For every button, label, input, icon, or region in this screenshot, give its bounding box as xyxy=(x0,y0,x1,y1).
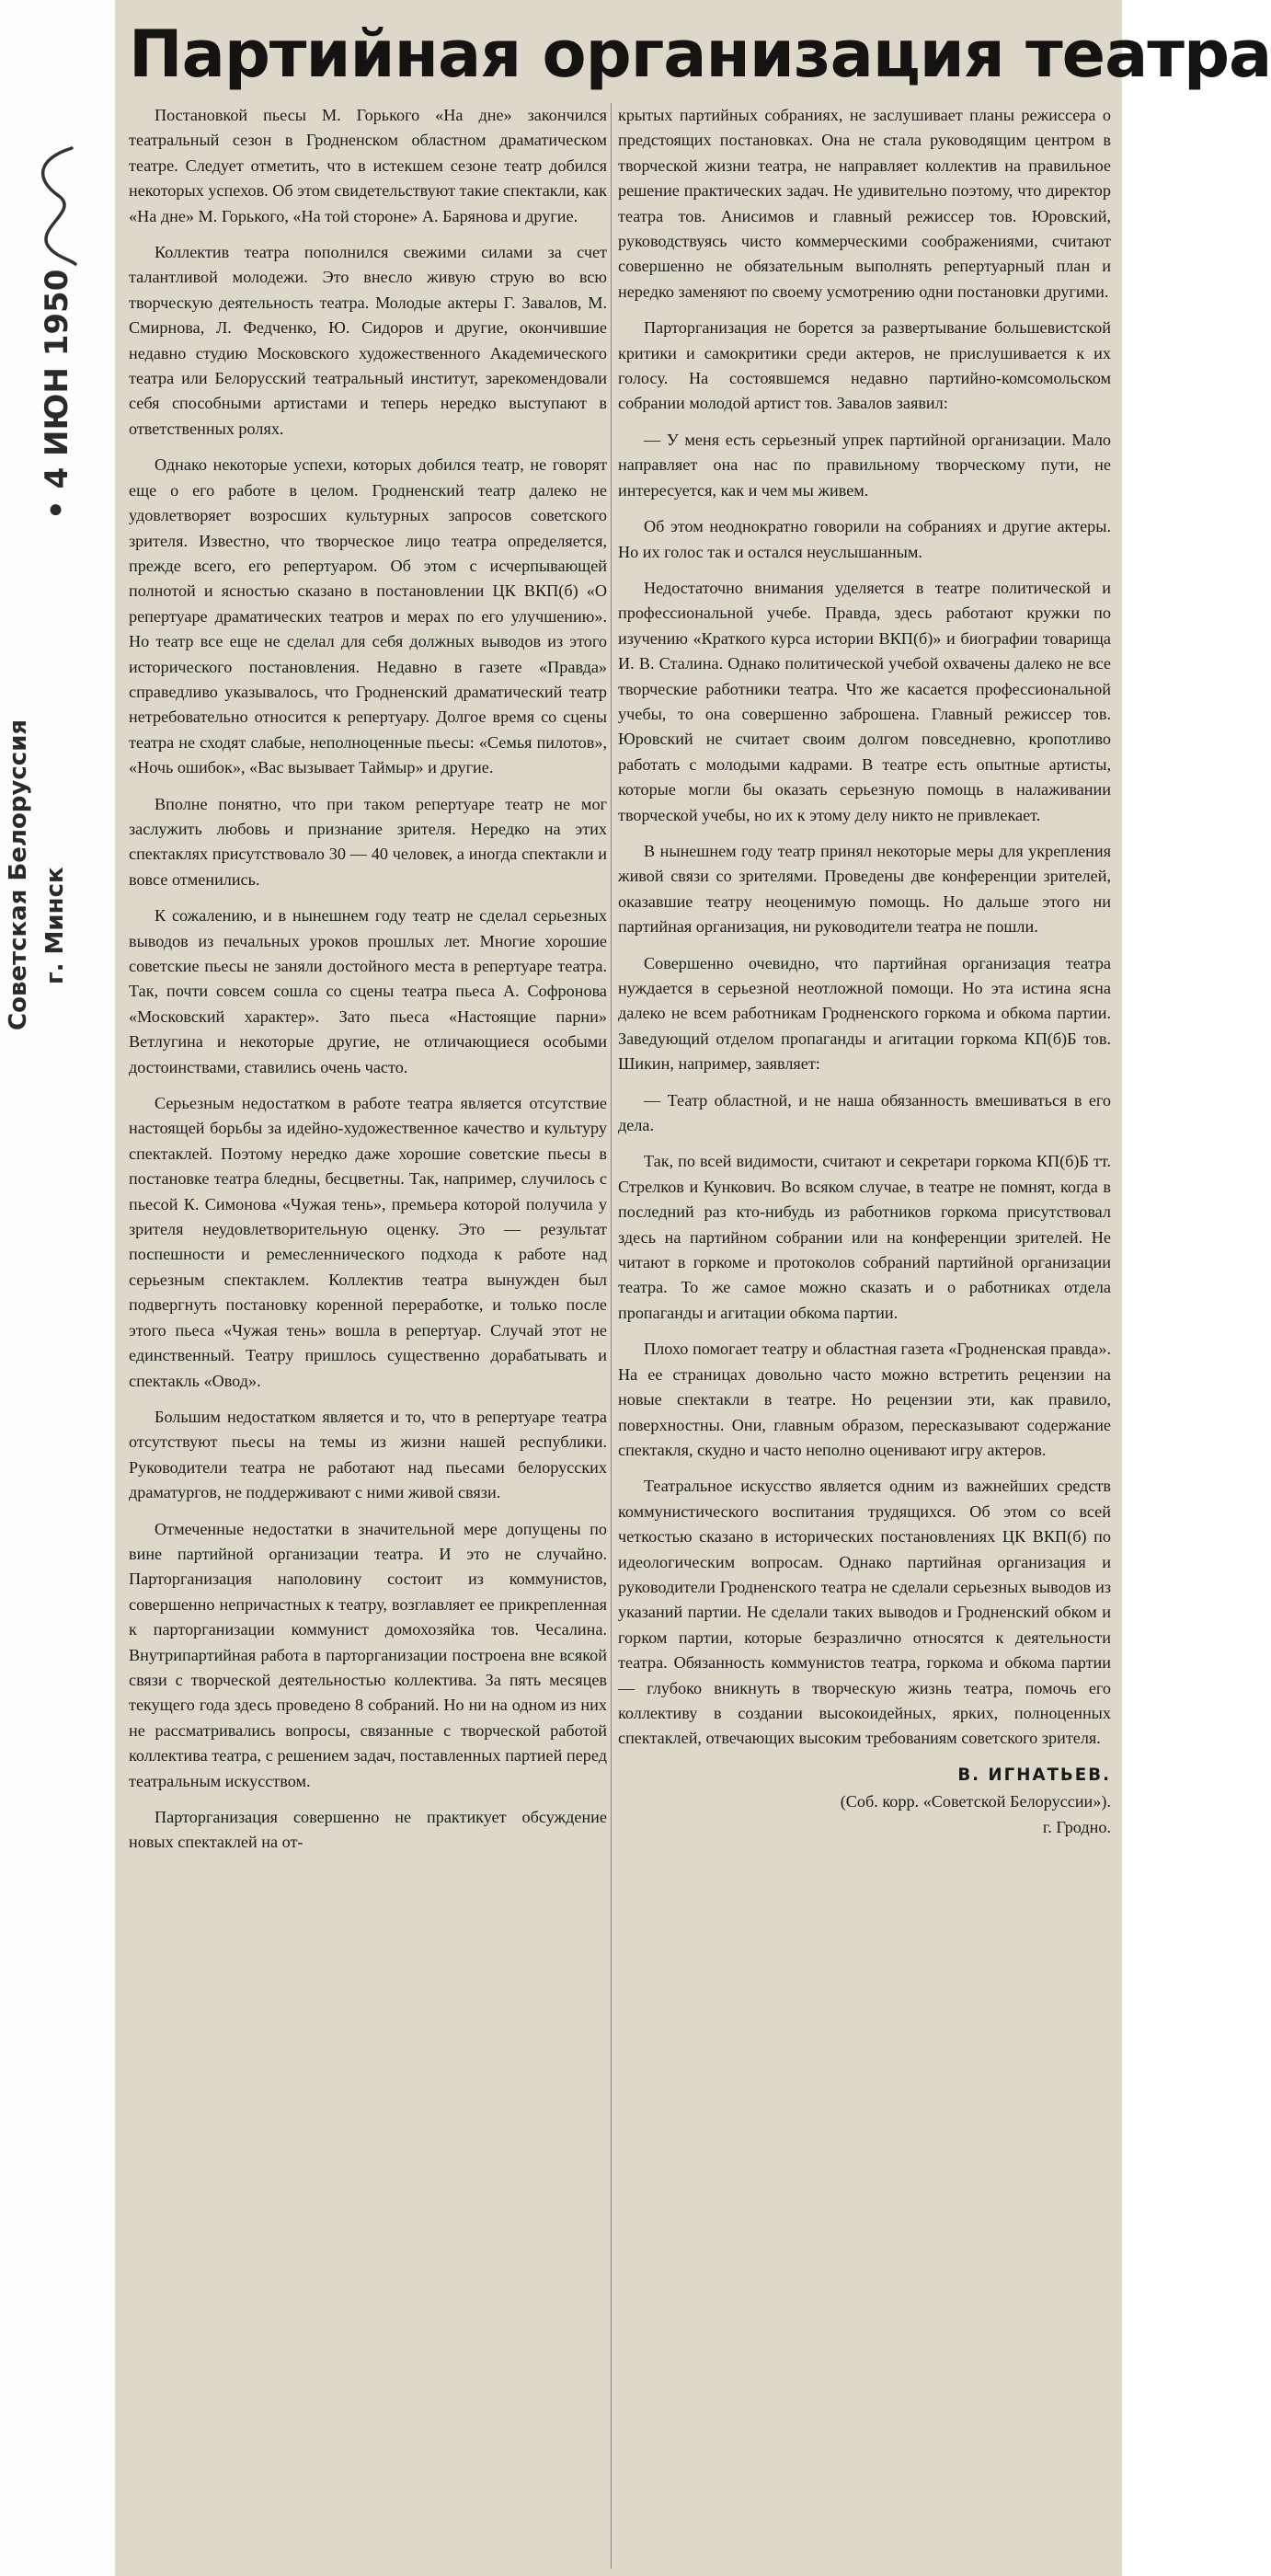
article-quote: — У меня есть серьезный упрек партийной организации. Мало направляет она нас по правильному творческому пути, не интересуется, как и чем мы живем. xyxy=(618,430,1111,500)
dateline-place: г. Гродно. xyxy=(1042,1817,1111,1836)
article-paragraph: Театральное искусство является одним из важнейших средств коммунистического воспитания трудящихся. Об этом со всей четкостью сказано в исторических постановлениях ЦК ВКП(б) по идеологическим вопросам. Однако партийная организация и руководители Гродненского театра не сделали серьезных выводов из указаний партии. Не сделали таких выводов и Гродненский обком и горком партии, которые безразлично относятся к деятельности театра. Обязанность коммунистов театра, горкома и обкома партии — глубоко вникнуть в творческую жизнь театра, помочь его коллективу в создании высокоидейных, ярких, полноценных спектаклей, отвечающих высоким требованиям советского зрителя. xyxy=(618,1477,1111,1748)
article-paragraph: Парторганизация совершенно не практикует обсуждение новых спектаклей на от- xyxy=(129,1808,607,1852)
article-paragraph: К сожалению, и в нынешнем году театр не сделал серьезных выводов из печальных уроков прошлых лет. Многие хорошие советские пьесы не заняли достойного места в репертуаре театра. Так, почти совсем сошла со сцены театра пьеса А. Софронова «Московский характер». Зато пьеса «Настоящие парни» Ветлугина и некоторые другие, не отличающиеся особыми достоинствами, ставились очень часто. xyxy=(129,906,607,1076)
article-paragraph: Коллектив театра пополнился свежими силами за счет талантливой молодежи. Это внесло живую струю во всю творческую деятельность театра. Молодые актеры Г. Завалов, М. Смирнова, Л. Федченко, Ю. Сидоров и другие, окончившие недавно студию Московского художественного Академического театра или Белорусский театральный институт, зарекомендовали себя способными артистами и теперь нередко выступают в ответственных ролях. xyxy=(129,243,607,438)
article-left-column xyxy=(129,103,607,1867)
article-paragraph: Об этом неоднократно говорили на собраниях и другие актеры. Но их голос так и остался неуслышанным. xyxy=(618,517,1111,561)
author-credit: (Соб. корр. «Советской Белоруссии»). xyxy=(840,1792,1111,1811)
article-title: Партийная организация театра xyxy=(129,17,1271,92)
archive-stamp xyxy=(0,0,115,1095)
article-quote: — Театр областной, и не наша обязанность вмешиваться в его дела. xyxy=(618,1090,1111,1135)
stamp-date: • 4 ИЮН 1950 xyxy=(39,269,75,520)
column-divider xyxy=(611,103,612,2569)
article-right-column xyxy=(618,103,1111,1851)
article-paragraph: крытых партийных собраниях, не заслушивает планы режиссера о предстоящих постановках. Она не стала руководящим центром в творческой жизни театра, не направляет коллектив на правильное решение практических задач. Не удивительно поэтому, что директор театра тов. Анисимов и главный режиссер тов. Юровский, руководствуясь чисто коммерческими соображениями, считают совершенно не обязательным выполнять репертуарный план и нередко заменяют по своему усмотрению одни постановки другими. xyxy=(618,106,1111,301)
article-paragraph: Отмеченные недостатки в значительной мере допущены по вине партийной организации театра. И это не случайно. Парторганизация наполовину состоит из коммунистов, совершенно непричастных к театру, возглавляет ее прикрепленная к парторганизации коммунист домохозяйка тов. Чесалина. Внутрипартийная работа в парторганизации построена вне всякой связи с творческой деятельностью коллектива. За пять месяцев текущего года здесь проведено 8 собраний. Но ни на одном из них не рассматривались вопросы, связанные с творческой работой коллектива театра, с решением задач, поставленных партией перед театральным искусством. xyxy=(129,1519,607,1790)
article-paragraph: Плохо помогает театру и областная газета «Гродненская правда». На ее страницах довольно часто можно встретить рецензии на новые спектакли в театре. Но рецензии эти, как правило, поверхностны. Они, главным образом, пересказывают содержание спектакля, скудно и часто неполно оценивают игру актеров. xyxy=(618,1340,1111,1459)
author-signature: В. ИГНАТЬЕВ. xyxy=(957,1765,1111,1785)
article-paragraph: Серьезным недостатком в работе театра является отсутствие настоящей борьбы за идейно-художественное качество и культуру спектаклей. Поэтому нередко даже хорошие советские пьесы в постановке театра бледны, бесцветны. Так, например, случилось с пьесой К. Симонова «Чужая тень», премьера которой получила у зрителя неудовлетворительную оценку. Это — результат поспешности и ремесленнического подхода к работе над серьезным спектаклем. Коллектив театра вынужден был подвергнуть постановку коренной переработке, и только после этого пьеса «Чужая тень» вошла в репертуар. Случай этот не единственный. Театру пришлось существенно дорабатывать и спектакль «Овод». xyxy=(129,1094,607,1390)
article-paragraph: Парторганизация не борется за развертывание большевистской критики и самокритики среди актеров, не прислушивается к их голосу. На состоявшемся недавно партийно-комсомольском собрании молодой артист тов. Завалов заявил: xyxy=(618,318,1111,413)
article-paragraph: Недостаточно внимания уделяется в театре политической и профессиональной учебе. Правда, здесь работают кружки по изучению «Краткого курса истории ВКП(б)» и биографии товарища И. В. Сталина. Однако политической учебой охвачены далеко не все творческие работники театра. Что же касается профессиональной учебы, то она совершенно заброшена. Главный режиссер тов. Юровский не считает своим долгом повседневно, кропотливо работать с молодыми кадрами. В театре есть опытные артисты, которые могли бы оказать серьезную помощь в налаживании творческой учебы, но их к этому делу никто не привлекает. xyxy=(618,578,1111,824)
article-paragraph: Большим недостатком является и то, что в репертуаре театра отсутствуют пьесы на темы из жизни нашей республики. Руководители театра не работают над пьесами белорусских драматургов, не поддерживают с ними живой связи. xyxy=(129,1407,607,1502)
article-paragraph: Так, по всей видимости, считают и секретари горкома КП(б)Б тт. Стрелков и Кункович. Во всяком случае, в театре не помнят, когда в последний раз кто-нибудь из работников горкома присутствовал здесь на партийном собрании или на конференции зрителей. Не читают в горкоме и протоколов собраний партийной организации театра. То же самое можно сказать и о работниках отдела пропаганды и агитации обкома партии. xyxy=(618,1152,1111,1322)
stamp-squiggle-mark xyxy=(28,143,83,271)
stamp-newspaper: Советская Белоруссия xyxy=(5,719,32,1030)
article-paragraph: Вполне понятно, что при таком репертуаре театр не мог заслужить любовь и признание зрителя. Нередко на этих спектаклях присутствовало 30 — 40 человек, а иногда спектакли и вовсе отменились. xyxy=(129,794,607,889)
stamp-city: г. Минск xyxy=(41,867,69,984)
article-paragraph: Однако некоторые успехи, которых добился театр, не говорят еще о его работе в целом. Гродненский театр далеко не удовлетворяет возросших культурных запросов советского зрителя. Известно, что творческое лицо театра определяется, прежде всего, его репертуаром. Об этом с исчерпывающей полнотой и ясностью сказано в постановлении ЦК ВКП(б) «О репертуаре драматических театров и мерах по его улучшению». Но театр все еще не сделал для себя должных выводов из этого исторического постановления. Недавно в газете «Правда» справедливо указывалось, что Гродненский драматический театр нетребовательно относится к репертуару. Долгое время со сцены театра не сходят слабые, неполноценные пьесы: «Семья пилотов», «Ночь ошибок», «Вас вызывает Таймыр» и другие. xyxy=(129,455,607,777)
article-paragraph: Постановкой пьесы М. Горького «На дне» закончился театральный сезон в Гродненском областном драматическом театре. Следует отметить, что в истекшем сезоне театр добился некоторых успехов. Об этом свидетельствуют такие спектакли, как «На дне» М. Горького, «На той стороне» А. Барянова и другие. xyxy=(129,106,607,225)
article-paragraph: В нынешнем году театр принял некоторые меры для укрепления живой связи со зрителями. Проведены две конференции зрителей, оказавшие театру неоценимую помощь. Но дальше этого ни партийная организация, ни руководители театра не пошли. xyxy=(618,841,1111,937)
article-paragraph: Совершенно очевидно, что партийная организация театра нуждается в серьезной неотложной помощи. Но эта истина ясна далеко не всем работникам Гродненского горкома и обкома партии. Заведующий отделом пропаганды и агитации горкома КП(б)Б тов. Шикин, например, заявляет: xyxy=(618,953,1111,1074)
